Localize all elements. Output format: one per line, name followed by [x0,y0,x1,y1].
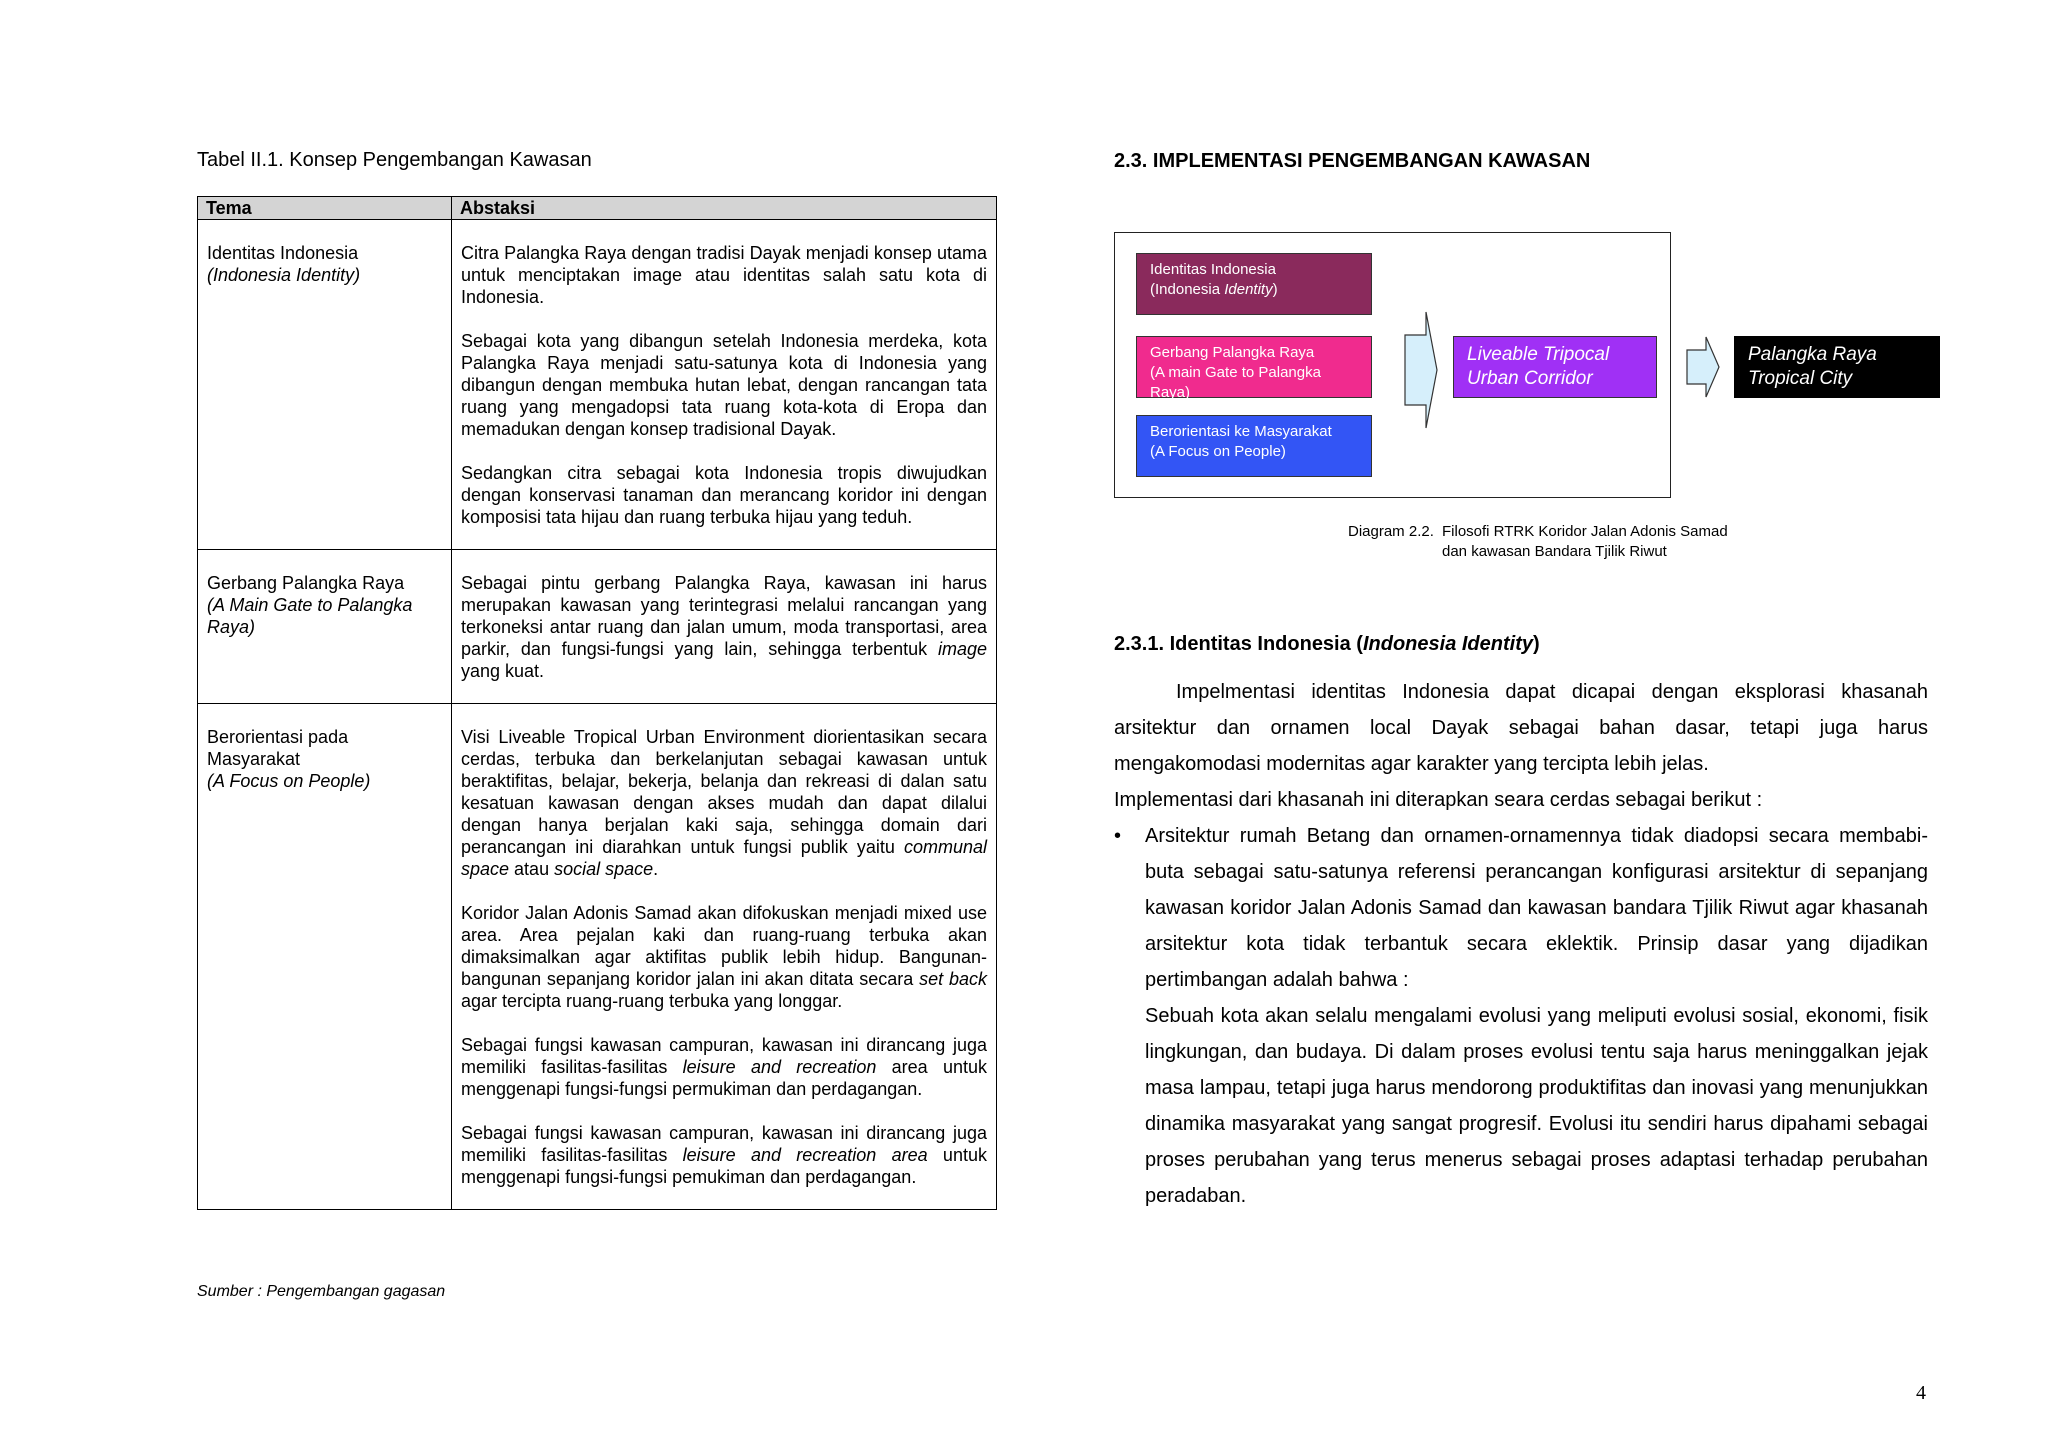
diagram-box-title: Gerbang Palangka Raya [1150,344,1315,361]
lead-paragraph: Implementasi dari khasanah ini diterapkan seara cerdas sebagai berikut : [1114,789,1763,811]
intro-paragraph: Impelmentasi identitas Indonesia dapat dicapai dengan eksplorasi khasanah arsitektur dan ornamen local Dayak sebagai bahan dasar, tetapi juga harus mengakomodasi modernitas agar karakter yang tercipta lebih jelas. [1114,681,1928,775]
diagram-box-title: Urban Corridor [1467,368,1593,389]
diagram-box-subtitle: (A main Gate to Palangka Raya) [1150,364,1321,401]
arrow-right-icon [1686,336,1720,398]
diagram-box-title: Tropical City [1748,368,1853,389]
diagram-caption-label: Diagram 2.2. [1348,523,1434,540]
abstaksi-cell [452,704,997,1210]
diagram-box-gerbang [1136,336,1372,401]
philosophy-diagram [1114,232,1945,568]
tema-label: Berorientasi pada Masyarakat [207,727,349,769]
tema-label: Gerbang Palangka Raya [207,573,405,593]
diagram-box-result [1734,336,1940,398]
diagram-box-title: Liveable Tripocal [1467,344,1610,365]
table-caption: Tabel II.1. Konsep Pengembangan Kawasan [197,149,592,171]
diagram-box-liveable [1453,336,1657,398]
body-text [1114,674,1928,1214]
section-heading: 2.3. IMPLEMENTASI PENGEMBANGAN KAWASAN [1114,150,1591,172]
abstaksi-cell [452,550,997,704]
list-item [1114,818,1928,1214]
arrow-right-icon [1404,311,1438,429]
table-row [198,220,997,550]
page-number: 4 [1916,1382,1926,1404]
diagram-box-subtitle: (Indonesia Identity) [1150,281,1278,298]
diagram-box-identitas [1136,253,1372,315]
tema-english: (A Focus on People) [207,771,371,791]
bullet-paragraph: Arsitektur rumah Betang dan ornamen-ornamennya tidak diadopsi secara membabi-buta sebagai satu-satunya referensi perancangan konfigurasi arsitektur di sepanjang kawasan koridor Jalan Adonis Samad dan kawasan bandara Tjilik Riwut agar khasanah arsitektur kota tidak terbantuk secara eklektik. Prinsip dasar yang dijadikan pertimbangan adalah bahwa : [1145,825,1928,991]
diagram-box-berorientasi [1136,415,1372,477]
tema-cell [198,220,452,550]
tema-english: (A Main Gate to Palangka Raya) [207,595,413,637]
table-row [198,550,997,704]
diagram-box-subtitle: (A Focus on People) [1150,443,1286,460]
tema-cell [198,704,452,1210]
header-tema: Tema [198,197,452,220]
header-abstaksi: Abstaksi [452,197,997,220]
table-header-row [198,197,997,220]
abstaksi-paragraph: Sebagai fungsi kawasan campuran, kawasan ini dirancang juga memiliki fasilitas-fasilitas leisure and recreation area untuk menggenapi fungsi-fungsi pemukiman dan perdagangan. [461,1123,987,1187]
table-source-note: Sumber : Pengembangan gagasan [197,1283,446,1300]
subsection-heading: 2.3.1. Identitas Indonesia (Indonesia Identity) [1114,633,1540,655]
diagram-caption-text: dan kawasan Bandara Tjilik Riwut [1442,543,1667,560]
diagram-caption-text: Filosofi RTRK Koridor Jalan Adonis Samad [1442,523,1728,540]
abstaksi-cell [452,220,997,550]
abstaksi-paragraph: Koridor Jalan Adonis Samad akan difokuskan menjadi mixed use area. Area pejalan kaki dan ruang-ruang terbuka akan dimaksimalkan agar aktifitas publik lebih hidup. Bangunan-bangunan sepanjang koridor jalan ini akan ditata secara set back agar tercipta ruang-ruang terbuka yang longgar. [461,903,987,1011]
tema-cell [198,550,452,704]
diagram-box-title: Berorientasi ke Masyarakat [1150,423,1332,440]
abstaksi-paragraph: Sebagai fungsi kawasan campuran, kawasan ini dirancang juga memiliki fasilitas-fasilitas leisure and recreation area untuk menggenapi fungsi-fungsi permukiman dan perdagangan. [461,1035,987,1099]
bullet-paragraph: Sebuah kota akan selalu mengalami evolusi yang meliputi evolusi sosial, ekonomi, fisik lingkungan, dan budaya. Di dalam proses evolusi tentu saja harus meninggalkan jejak masa lampau, tetapi juga harus mendorong produktifitas dan inovasi yang menunjukkan dinamika masyarakat yang sangat progresif. Evolusi itu sendiri harus dipahami sebagai proses perubahan yang terus menerus sebagai proses adaptasi terhadap perubahan peradaban. [1145,1005,1928,1207]
abstaksi-paragraph: Visi Liveable Tropical Urban Environment diorientasikan secara cerdas, terbuka dan berkelanjutan sebagai kawasan untuk beraktifitas, belajar, bekerja, belanja dan rekreasi di dalan satu kesatuan kawasan dengan akses mudah dan dapat dilalui dengan hanya berjalan kaki saja, sehingga domain dari perancangan ini diarahkan untuk fungsi publik yaitu communal space atau social space. [461,727,987,879]
abstaksi-paragraph: Sebagai pintu gerbang Palangka Raya, kawasan ini harus merupakan kawasan yang terintegrasi melalui rancangan yang terkoneksi antar ruang dan jalan umum, moda transportasi, area parkir, dan fungsi-fungsi yang lain, sehingga terbentuk image yang kuat. [461,573,987,681]
diagram-box-title: Palangka Raya [1748,344,1877,365]
abstaksi-paragraph: Sebagai kota yang dibangun setelah Indonesia merdeka, kota Palangka Raya menjadi satu-satunya kota di Indonesia yang dibangun dengan membuka hutan lebat, dengan rancangan tata ruang yang mengadopsi tata ruang kota-kota di Eropa dan memadukan dengan konsep tradisional Dayak. [461,331,987,439]
table-row [198,704,997,1210]
tema-english: (Indonesia Identity) [207,265,361,285]
abstaksi-paragraph: Citra Palangka Raya dengan tradisi Dayak menjadi konsep utama untuk menciptakan image atau identitas salah satu kota di Indonesia. [461,243,987,307]
bullet-list [1114,818,1928,1214]
bullet-icon: • [1114,825,1122,847]
abstaksi-paragraph: Sedangkan citra sebagai kota Indonesia tropis diwujudkan dengan konservasi tanaman dan merancang koridor ini dengan komposisi tata hijau dan ruang terbuka hijau yang teduh. [461,463,987,527]
tema-label: Identitas Indonesia [207,243,359,263]
concept-table [197,196,997,1210]
diagram-box-title: Identitas Indonesia [1150,261,1276,278]
